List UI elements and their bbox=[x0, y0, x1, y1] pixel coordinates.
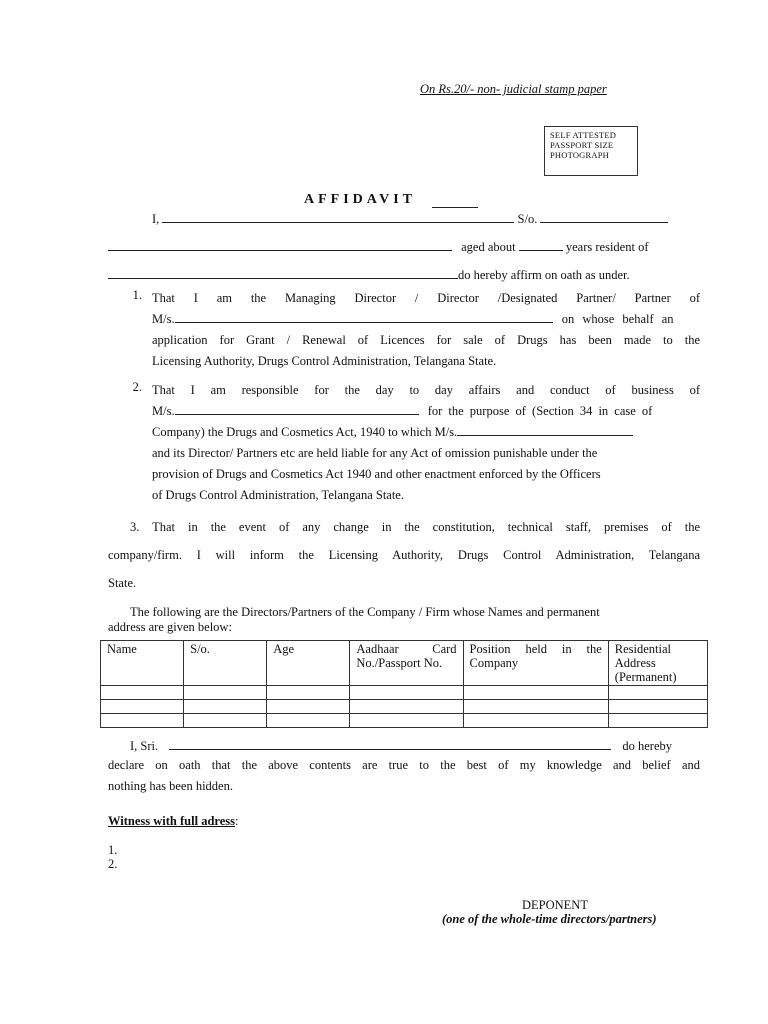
column-header: Aadhaar Card No./Passport No. bbox=[350, 641, 463, 686]
directors-intro: The following are the Directors/Partners of the Company / Firm whose Names and permanent bbox=[130, 605, 600, 619]
clause-line: provision of Drugs and Cosmetics Act 1940 and other enactment enforced by the Officers bbox=[152, 467, 601, 481]
behalf-label: on whose behalf an bbox=[561, 312, 674, 326]
directors-table bbox=[100, 640, 708, 728]
so-label: S/o. bbox=[517, 212, 538, 226]
table-cell[interactable] bbox=[101, 714, 184, 728]
affirm-label: do hereby affirm on oath as under. bbox=[458, 268, 630, 282]
deponent-name-blank[interactable] bbox=[169, 737, 611, 750]
table-cell[interactable] bbox=[608, 700, 707, 714]
declaration-line: nothing has been hidden. bbox=[108, 779, 233, 793]
clause-line: State. bbox=[108, 576, 137, 590]
column-header: Name bbox=[101, 641, 184, 686]
firm-name-blank[interactable] bbox=[175, 310, 553, 323]
table-cell[interactable] bbox=[184, 714, 267, 728]
column-header: S/o. bbox=[184, 641, 267, 686]
table-cell[interactable] bbox=[463, 700, 608, 714]
photo-box-line: PHOTOGRAPH bbox=[550, 150, 609, 160]
column-header: Age bbox=[267, 641, 350, 686]
photo-box bbox=[544, 126, 638, 176]
witness-colon: : bbox=[235, 814, 239, 828]
sri-label: I, Sri. bbox=[130, 739, 159, 753]
table-cell[interactable] bbox=[350, 686, 463, 700]
ms-label: M/s. bbox=[152, 404, 175, 418]
witness-item: 1. bbox=[108, 843, 118, 857]
name-blank[interactable] bbox=[162, 210, 514, 223]
hereby-label: do hereby bbox=[622, 739, 673, 753]
clause-line bbox=[152, 309, 700, 330]
clause-line: of Drugs Control Administration, Telangana State. bbox=[152, 488, 404, 502]
clause-line: application for Grant / Renewal of Licences for sale of Drugs has been made to the bbox=[152, 333, 700, 347]
clause-line bbox=[152, 422, 700, 443]
father-name-blank[interactable] bbox=[540, 210, 668, 223]
declaration-line-1 bbox=[130, 737, 672, 754]
purpose-label: for the purpose of (Section 34 in case of bbox=[427, 404, 653, 418]
years-resident-label: years resident of bbox=[565, 240, 649, 254]
table-cell[interactable] bbox=[350, 700, 463, 714]
clause-line: Licensing Authority, Drugs Control Administration, Telangana State. bbox=[152, 354, 497, 368]
table-cell[interactable] bbox=[267, 686, 350, 700]
column-header: Residential Address (Permanent) bbox=[608, 641, 707, 686]
clause-number: 2. bbox=[132, 380, 142, 394]
table-row bbox=[101, 700, 708, 714]
i-label: I, bbox=[152, 212, 160, 226]
page-title: AFFIDAVIT bbox=[304, 192, 416, 207]
clause-line: and its Director/ Partners etc are held liable for any Act of omission punishable under the bbox=[152, 446, 598, 460]
witness-heading bbox=[108, 814, 238, 829]
table-cell[interactable] bbox=[184, 700, 267, 714]
firm-name-blank[interactable] bbox=[175, 402, 419, 415]
photo-box-line: SELF ATTESTED bbox=[550, 130, 617, 140]
deponent-label: DEPONENT bbox=[522, 898, 588, 912]
table-row bbox=[101, 714, 708, 728]
company-act-label: Company) the Drugs and Cosmetics Act, 1940 to which M/s. bbox=[152, 425, 458, 439]
intro-line-1 bbox=[152, 210, 668, 227]
table-cell[interactable] bbox=[101, 700, 184, 714]
clause-line bbox=[152, 401, 700, 422]
table-cell[interactable] bbox=[608, 686, 707, 700]
clause-2 bbox=[152, 380, 700, 506]
clause-1 bbox=[152, 288, 700, 372]
directors-intro-cont: address are given below: bbox=[108, 620, 232, 634]
table-cell[interactable] bbox=[350, 714, 463, 728]
table-header-row bbox=[101, 641, 708, 686]
table-row bbox=[101, 686, 708, 700]
clause-line: That I am the Managing Director / Director /Designated Partner/ Partner of bbox=[152, 291, 700, 305]
clause-3-line-1 bbox=[130, 520, 700, 535]
witness-item: 2. bbox=[108, 857, 118, 871]
deponent-note: (one of the whole-time directors/partners) bbox=[442, 912, 657, 926]
table-cell[interactable] bbox=[463, 714, 608, 728]
table-cell[interactable] bbox=[267, 700, 350, 714]
table-cell[interactable] bbox=[608, 714, 707, 728]
clause-number: 1. bbox=[132, 288, 142, 302]
declaration-line: declare on oath that the above contents are true to the best of my knowledge and belief and bbox=[108, 758, 700, 772]
aged-about-label: aged about bbox=[461, 240, 516, 254]
clause-line: That in the event of any change in the constitution, technical staff, premises of the bbox=[152, 520, 700, 534]
photo-box-line: PASSPORT SIZE bbox=[550, 140, 614, 150]
ms-label: M/s. bbox=[152, 312, 175, 326]
column-header: Position held in the Company bbox=[463, 641, 608, 686]
stamp-paper-note: On Rs.20/- non- judicial stamp paper bbox=[420, 82, 607, 96]
intro-line-2 bbox=[108, 238, 648, 255]
title-underline bbox=[432, 207, 478, 208]
table-cell[interactable] bbox=[184, 686, 267, 700]
table-cell[interactable] bbox=[101, 686, 184, 700]
clause-line: That I am responsible for the day to day affairs and conduct of business of bbox=[152, 383, 700, 397]
table-cell[interactable] bbox=[267, 714, 350, 728]
witness-heading-text: Witness with full adress bbox=[108, 814, 235, 828]
table-cell[interactable] bbox=[463, 686, 608, 700]
age-blank[interactable] bbox=[519, 238, 563, 251]
firm-name-blank[interactable] bbox=[457, 423, 633, 436]
father-name-cont-blank[interactable] bbox=[108, 238, 452, 251]
clause-number: 3. bbox=[130, 520, 140, 534]
clause-line: company/firm. I will inform the Licensing Authority, Drugs Control Administration, Telangana bbox=[108, 548, 700, 562]
intro-line-3 bbox=[108, 266, 630, 283]
residence-blank[interactable] bbox=[108, 266, 458, 279]
